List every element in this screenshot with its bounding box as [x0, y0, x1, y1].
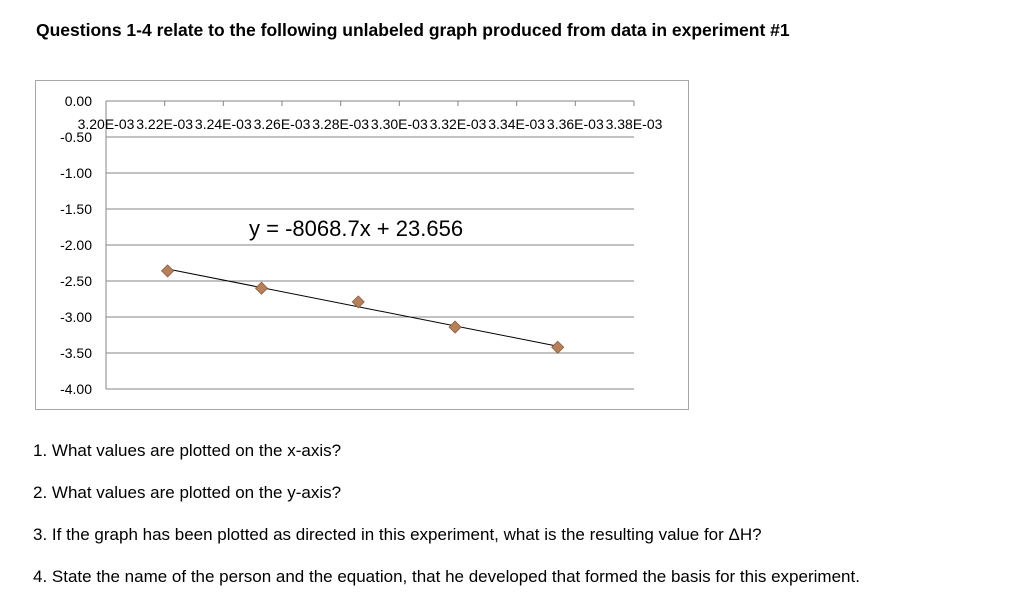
data-point	[162, 265, 174, 277]
y-tick-label: -1.50	[60, 201, 92, 217]
question-3: 3. If the graph has been plotted as directed in this experiment, what is the resulting value for ΔH?	[33, 525, 762, 544]
x-tick-label: 3.24E-03	[194, 116, 252, 132]
x-tick-label: 3.36E-03	[546, 116, 604, 132]
trendline-equation: y = -8068.7x + 23.656	[249, 216, 464, 241]
page-heading: Questions 1-4 relate to the following unlabeled graph produced from data in experiment #1	[36, 20, 790, 40]
x-tick-label: 3.22E-03	[136, 116, 194, 132]
data-point	[255, 282, 267, 294]
y-tick-label: 0.00	[64, 93, 92, 109]
x-tick-label: 3.26E-03	[253, 116, 311, 132]
x-tick-label: 3.38E-03	[605, 116, 663, 132]
x-tick-label: 3.32E-03	[429, 116, 487, 132]
question-2: 2. What values are plotted on the y-axis?	[33, 483, 342, 502]
y-tick-label: -1.00	[60, 165, 92, 181]
y-tick-label: -0.50	[60, 129, 92, 145]
x-tick-label: 3.28E-03	[312, 116, 370, 132]
x-tick-label: 3.34E-03	[488, 116, 546, 132]
y-tick-label: -3.50	[60, 345, 92, 361]
data-point	[552, 341, 564, 353]
y-tick-label: -4.00	[60, 381, 92, 397]
x-tick-label: 3.20E-03	[77, 116, 135, 132]
question-4: 4. State the name of the person and the equation, that he developed that formed the basis for this experiment.	[33, 567, 860, 586]
data-point	[449, 321, 461, 333]
question-1: 1. What values are plotted on the x-axis?	[33, 441, 342, 460]
chart-area	[35, 80, 689, 410]
x-tick-label: 3.30E-03	[370, 116, 428, 132]
y-tick-label: -2.50	[60, 273, 92, 289]
y-tick-label: -3.00	[60, 309, 92, 325]
scatter-chart	[36, 81, 688, 409]
y-tick-label: -2.00	[60, 237, 92, 253]
